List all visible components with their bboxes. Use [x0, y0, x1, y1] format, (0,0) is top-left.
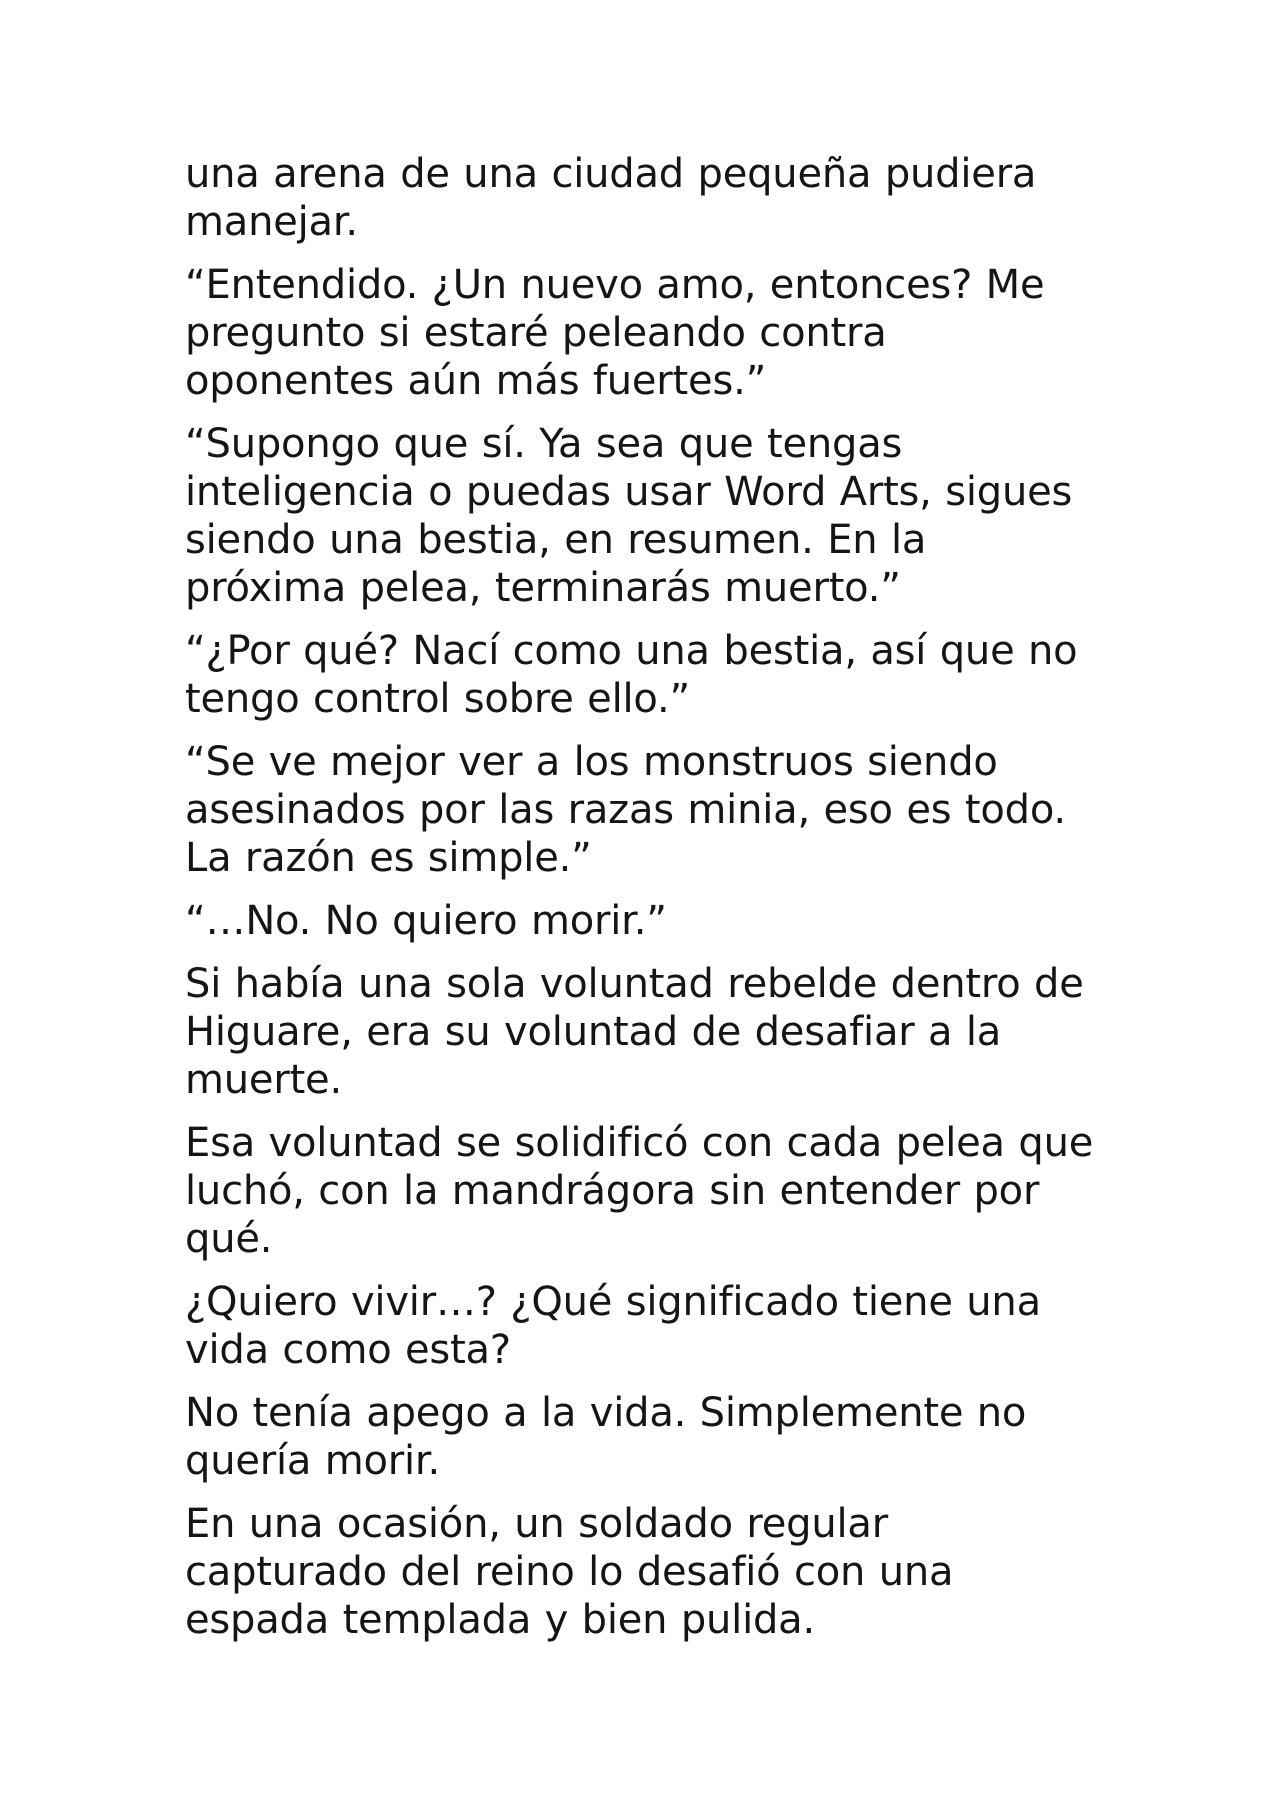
paragraph: “…No. No quiero morir.” — [185, 898, 667, 944]
paragraph: Esa voluntad se solidificó con cada pelea que luchó, con la mandrágora sin entender por qué. — [185, 1120, 1094, 1262]
paragraph: “Supongo que sí. Ya sea que tengas inteligencia o puedas usar Word Arts, sigues siendo una bestia, en resumen. En la próxima pelea, terminarás muerto.” — [185, 421, 1073, 611]
text-body — [185, 150, 1100, 1644]
paragraph: ¿Quiero vivir…? ¿Qué significado tiene una vida como esta? — [185, 1279, 1041, 1373]
paragraph: En una ocasión, un soldado regular capturado del reino lo desafió con una espada templada y bien pulida. — [185, 1501, 954, 1643]
paragraph: una arena de una ciudad pequeña pudiera manejar. — [185, 151, 1037, 245]
paragraph: “Se ve mejor ver a los monstruos siendo asesinados por las razas minia, eso es todo. La razón es simple.” — [185, 739, 1066, 881]
paragraph: “Entendido. ¿Un nuevo amo, entonces? Me pregunto si estaré peleando contra oponentes aún más fuertes.” — [185, 262, 1045, 404]
paragraph: “¿Por qué? Nací como una bestia, así que no tengo control sobre ello.” — [185, 628, 1078, 722]
paragraph: No tenía apego a la vida. Simplemente no quería morir. — [185, 1390, 1027, 1484]
paragraph: Si había una sola voluntad rebelde dentro de Higuare, era su voluntad de desafiar a la muerte. — [185, 961, 1084, 1103]
